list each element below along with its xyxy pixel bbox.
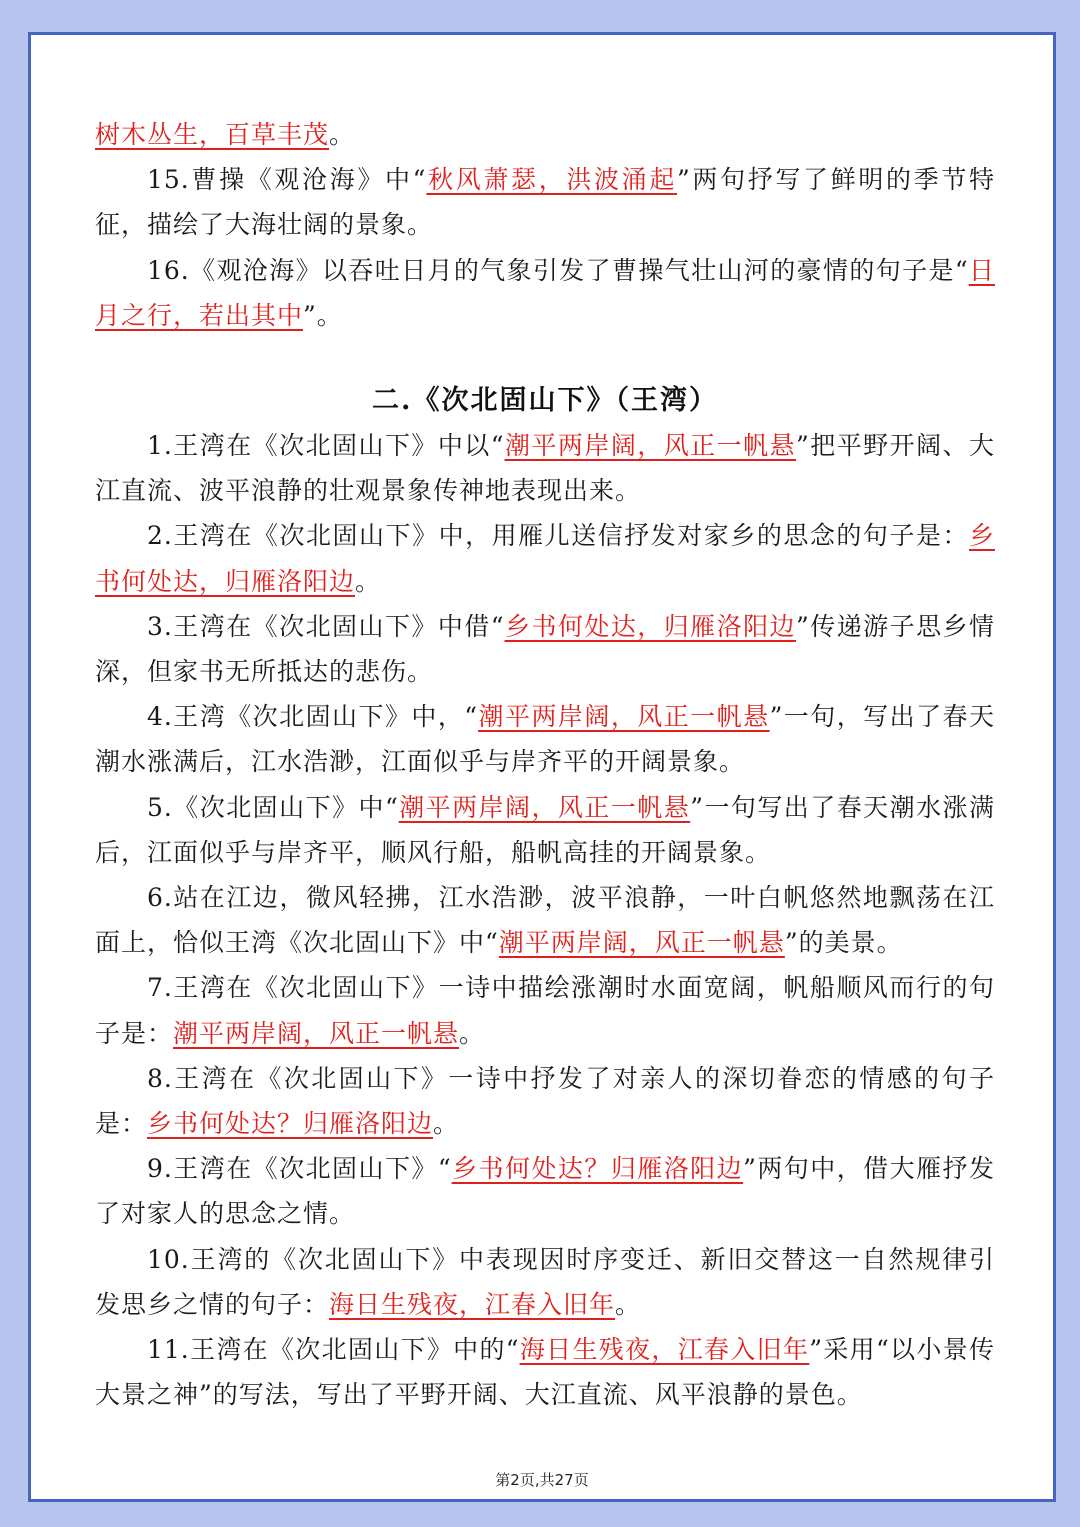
text-segment: ”把平野开阔、大江直流、波平浪静的壮观景象传神地表现出来。 (95, 431, 995, 506)
list-item (95, 1237, 995, 1327)
list-item (95, 1327, 995, 1417)
answer-highlight: 秋风萧瑟，洪波涌起 (426, 165, 677, 195)
text-segment: 11.王湾在《次北固山下》中的“ (147, 1335, 520, 1365)
answer-highlight: 乡书何处达？归雁洛阳边 (147, 1109, 434, 1139)
document-page (28, 32, 1056, 1502)
text-segment: ”两句中，借大雁抒发了对家人的思念之情。 (95, 1154, 995, 1229)
text-segment: ”传递游子思乡情深，但家书无所抵达的悲伤。 (95, 611, 995, 687)
text-segment: 6.站在江边，微风轻拂，江水浩渺，波平浪静，一叶白帆悠然地飘荡在江面上，恰似王湾《次北固山下》中“ (95, 883, 995, 958)
answer-highlight: 乡书何处达，归雁洛阳边 (95, 521, 995, 596)
answer-highlight: 潮平两岸阔，风正一帆悬 (498, 928, 785, 958)
list-item (95, 604, 995, 694)
list-item (95, 785, 995, 875)
text-segment: 3.王湾在《次北固山下》中借“ (147, 611, 505, 641)
list-item (95, 513, 995, 603)
text-segment: 16.《观沧海》以吞吐日月的气象引发了曹操气壮山河的豪情的句子是“ (147, 255, 969, 285)
text-segment: 8.王湾在《次北固山下》一诗中抒发了对亲人的深切眷恋的情感的句子是： (95, 1063, 995, 1139)
answer-highlight: 乡书何处达，归雁洛阳边 (504, 611, 797, 641)
list-item (95, 423, 995, 513)
document-content (95, 112, 995, 1417)
text-segment: 5.《次北固山下》中“ (147, 792, 399, 822)
text-segment: ”采用“以小景传大景之神”的写法，写出了平野开阔、大江直流、风平浪静的景色。 (95, 1335, 996, 1410)
text-segment: 。 (433, 1109, 460, 1139)
list-item (95, 1146, 995, 1236)
list-item (95, 965, 995, 1055)
answer-highlight: 潮平两岸阔，风正一帆悬 (173, 1018, 460, 1048)
answer-highlight: 潮平两岸阔，风正一帆悬 (478, 702, 770, 732)
list-item (95, 157, 995, 247)
text-segment: 2.王湾在《次北固山下》中，用雁儿送信抒发对家乡的思念的句子是： (147, 521, 969, 551)
list-item (95, 875, 995, 965)
text-segment: 。 (329, 120, 356, 149)
text-segment: 7.王湾在《次北固山下》一诗中描绘涨潮时水面宽阔，帆船顺风而行的句子是： (95, 973, 995, 1048)
answer-highlight: 海日生残夜，江春入旧年 (329, 1289, 616, 1319)
answer-highlight: 树木丛生，百草丰茂 (95, 120, 330, 149)
intro-line (95, 112, 995, 157)
list-item (95, 694, 995, 784)
answer-highlight: 潮平两岸阔，风正一帆悬 (504, 431, 797, 461)
answer-highlight: 乡书何处达？归雁洛阳边 (451, 1154, 744, 1184)
text-segment: ”。 (303, 300, 343, 330)
text-segment: ”两句抒写了鲜明的季节特征，描绘了大海壮阔的景象。 (95, 165, 995, 240)
list-item (95, 1056, 995, 1146)
answer-highlight: 日月之行，若出其中 (95, 255, 995, 330)
text-segment: ”一句写出了春天潮水涨满后，江面似乎与岸齐平，顺风行船，船帆高挂的开阔景象。 (95, 792, 995, 867)
text-segment: 1.王湾在《次北固山下》中以“ (147, 431, 505, 461)
answer-highlight: 潮平两岸阔，风正一帆悬 (398, 792, 691, 822)
page-number: 第2页,共27页 (495, 1471, 589, 1489)
text-segment: 。 (355, 566, 382, 596)
answer-highlight: 海日生残夜，江春入旧年 (519, 1335, 810, 1365)
list-item (95, 248, 995, 338)
text-segment: ”的美景。 (784, 928, 903, 958)
text-segment: 。 (459, 1018, 486, 1048)
text-segment: 10.王湾的《次北固山下》中表现因时序变迁、新旧交替这一自然规律引发思乡之情的句子： (95, 1244, 995, 1319)
text-segment: 15.曹操《观沧海》中“ (147, 165, 427, 195)
text-segment: 4.王湾《次北固山下》中，“ (147, 702, 479, 732)
text-segment: 9.王湾在《次北固山下》“ (147, 1154, 452, 1184)
text-segment: ”一句，写出了春天潮水涨满后，江水浩渺，江面似乎与岸齐平的开阔景象。 (95, 702, 995, 777)
section-title: 二.《次北固山下》（王湾） (372, 385, 718, 417)
text-segment: 。 (615, 1289, 642, 1319)
